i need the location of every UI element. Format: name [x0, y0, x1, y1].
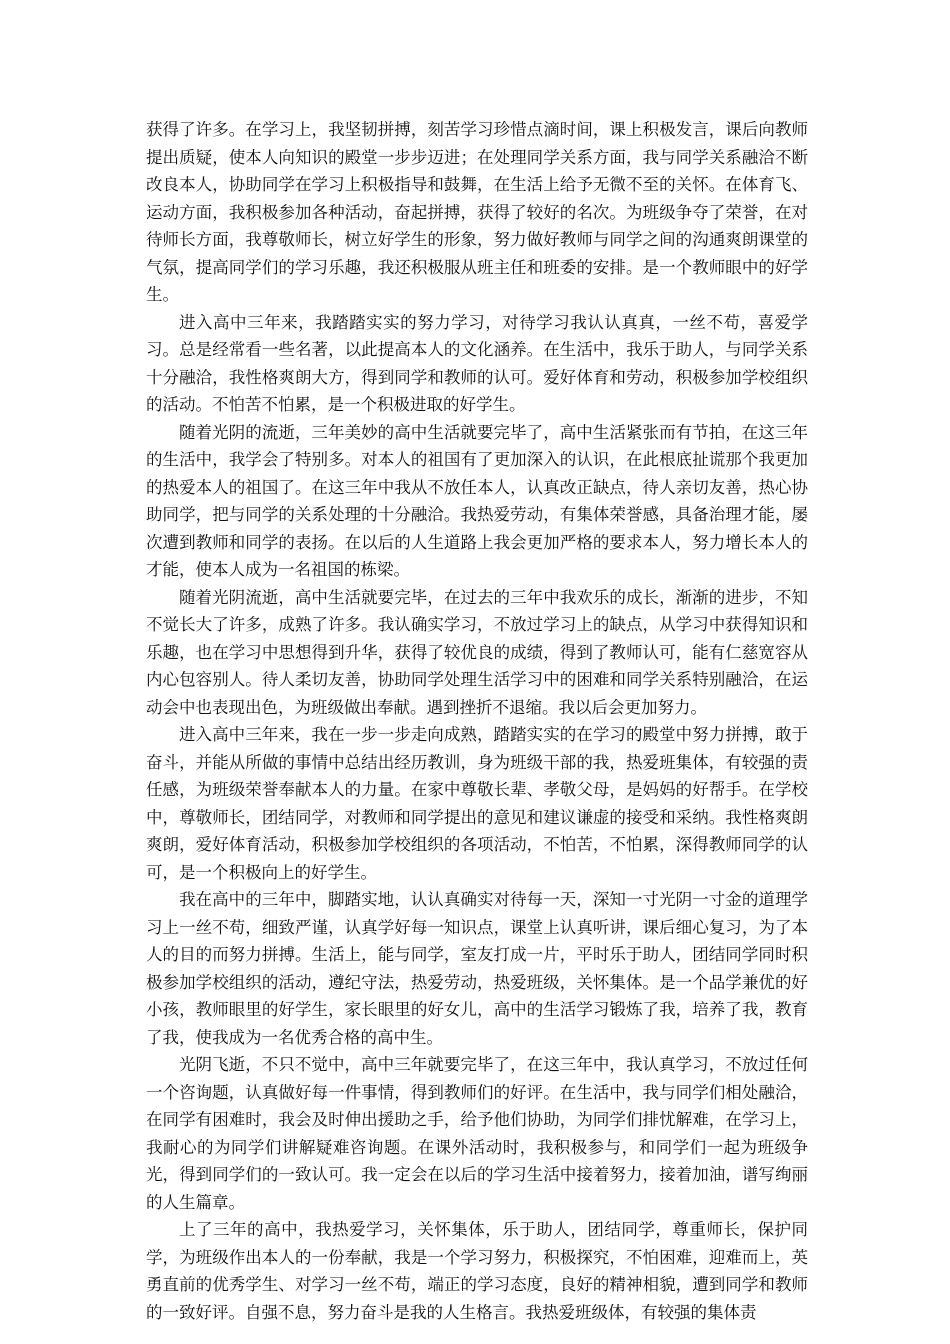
paragraph: 上了三年的高中，我热爱学习，关怀集体，乐于助人，团结同学，尊重师长，保护同学，为班级作出本人的一份奉献，我是一个学习努力，积极探究，不怕困难，迎难而上，英勇直前的优秀学生、对学习一丝不苟，端正的学习态度，良好的精神相貌，遭到同学和教师的一致好评。自强不息，努力奋斗是我的人生格言。我热爱班级体，有较强的集体责 — [146, 1220, 808, 1322]
paragraph: 随着光阴的流逝，三年美妙的高中生活就要完毕了，高中生活紧张而有节拍，在这三年的生活中，我学会了特别多。对本人的祖国有了更加深入的认识，在此根底扯谎那个我更加的热爱本人的祖国了。在这三年中我从不放任本人，认真改正缺点，待人亲切友善，热心协助同学，把与同学的关系处理的十分融洽。我热爱劳动，有集体荣誉感，具备治理才能，屡次遭到教师和同学的表扬。在以后的人生道路上我会更加严格的要求本人，努力增长本人的才能，使本人成为一名祖国的栋梁。 — [146, 422, 808, 579]
paragraph: 随着光阴流逝，高中生活就要完毕，在过去的三年中我欢乐的成长，渐渐的进步，不知不觉长大了许多，成熟了许多。我认确实学习，不放过学习上的缺点，从学习中获得知识和乐趣，也在学习中思想得到升华，获得了较优良的成绩，得到了教师认可，能有仁慈宽容从内心包容别人。待人柔切友善，协助同学处理生活学习中的困难和同学关系特别融洽，在运动会中也表现出色，为班级做出奉献。遇到挫折不退缩。我以后会更加努力。 — [146, 587, 808, 717]
paragraph: 我在高中的三年中，脚踏实地，认认真确实对待每一天，深知一寸光阴一寸金的道理学习上一丝不苟，细致严谨，认真学好每一知识点，课堂上认真听讲，课后细心复习，为了本人的目的而努力拼搏。生活上，能与同学，室友打成一片，平时乐于助人，团结同学同时积极参加学校组织的活动，遵纪守法，热爱劳动，热爱班级，关怀集体。是一个品学兼优的好小孩，教师眼里的好学生，家长眼里的好女儿，高中的生活学习锻炼了我，培养了我，教育了我，使我成为一名优秀合格的高中生。 — [146, 890, 808, 1047]
paragraph: 获得了许多。在学习上，我坚韧拼搏，刻苦学习珍惜点滴时间，课上积极发言，课后向教师提出质疑，使本人向知识的殿堂一步步迈进；在处理同学关系方面，我与同学关系融洽不断改良本人，协助同学在学习上积极指导和鼓舞，在生活上给予无微不至的关怀。在体育飞、运动方面，我积极参加各种活动，奋起拼搏，获得了较好的名次。为班级争夺了荣誉，在对待师长方面，我尊敬师长，树立好学生的形象，努力做好教师与同学之间的沟通爽朗课堂的气氛，提高同学们的学习乐趣，我还积极服从班主任和班委的安排。是一个教师眼中的好学生。 — [146, 120, 808, 304]
document-body — [146, 116, 808, 1326]
paragraph: 进入高中三年来，我踏踏实实的努力学习，对待学习我认认真真，一丝不苟，喜爱学习。总是经常看一些名著，以此提高本人的文化涵养。在生活中，我乐于助人，与同学关系十分融洽，我性格爽朗大方，得到同学和教师的认可。爱好体育和劳动，积极参加学校组织的活动。不怕苦不怕累，是一个积极进取的好学生。 — [146, 312, 808, 414]
paragraph: 光阴飞逝，不只不觉中，高中三年就要完毕了，在这三年中，我认真学习，不放过任何一个咨询题，认真做好每一件事情，得到教师们的好评。在生活中，我与同学们相处融洽，在同学有困难时，我会及时伸出援助之手，给予他们协助，为同学们排忧解难，在学习上，我耐心的为同学们讲解疑难咨询题。在课外活动时，我积极参与，和同学们一起为班级争光，得到同学们的一致认可。我一定会在以后的学习生活中接着努力，接着加油，谱写绚丽的人生篇章。 — [146, 1055, 808, 1212]
paragraph: 进入高中三年来，我在一步一步走向成熟，踏踏实实的在学习的殿堂中努力拼搏，敢于奋斗，并能从所做的事情中总结出经历教训，身为班级干部的我，热爱班集体，有较强的责任感，为班级荣誉奉献本人的力量。在家中尊敬长辈、孝敬父母，是妈妈的好帮手。在学校中，尊敬师长，团结同学，对教师和同学提出的意见和建议谦虚的接受和采纳。我性格爽朗爽朗，爱好体育活动，积极参加学校组织的各项活动，不怕苦，不怕累，深得教师同学的认可，是一个积极向上的好学生。 — [146, 725, 808, 882]
